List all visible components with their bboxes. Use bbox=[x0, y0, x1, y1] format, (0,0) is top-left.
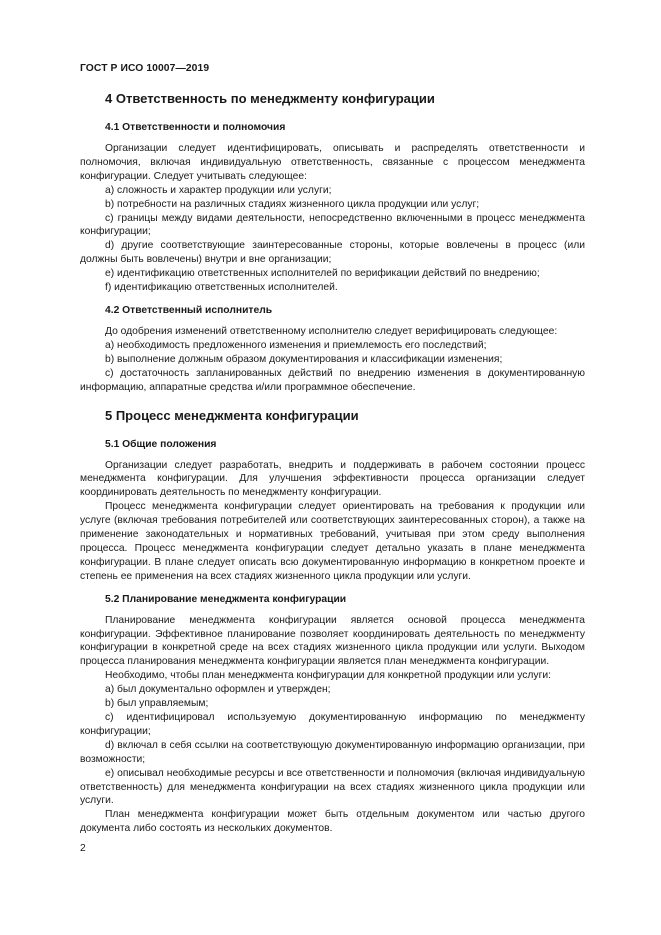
list-item: e) идентификацию ответственных исполнителей по верификации действий по внедрению; bbox=[105, 268, 540, 280]
list-item: d) включал в себя ссылки на соответствующую документированную информацию организации, при возможности; bbox=[80, 739, 585, 765]
list-item: c) достаточность запланированных действий по внедрению изменения в документированную информацию, аппаратные средства и/или программное обеспечение. bbox=[80, 367, 585, 393]
list-item: b) был управляемым; bbox=[105, 698, 209, 710]
document-body bbox=[80, 91, 585, 836]
subsection-heading-4-1: 4.1 Ответственности и полномочия bbox=[105, 122, 286, 133]
list-item: a) был документально оформлен и утвержден; bbox=[105, 684, 331, 696]
list-item: b) выполнение должным образом документирования и классификации изменения; bbox=[105, 353, 503, 365]
paragraph: Организации следует идентифицировать, описывать и распределять ответственности и полномочия, включая индивидуальную ответственность, связанные с процессом менеджмента конфигурации. Следует учитывать следующее: bbox=[80, 143, 585, 182]
paragraph: План менеджмента конфигурации может быть отдельным документом или частью другого документа либо состоять из нескольких документов. bbox=[80, 809, 585, 835]
paragraph: Процесс менеджмента конфигурации следует ориентировать на требования к продукции или услуге (включая требования потребителей или соответствующих заинтересованных сторон), а также на применение законодательных и нормативных требований, учитывая при этом среду выполнения процесса. Процесс менеджмента конфигурации следует детально указать в плане менеджмента конфигурации. В плане следует описать всю документированную информацию в конкретном проекте и степень ее применения на всех стадиях жизненного цикла продукции или услуги. bbox=[80, 501, 585, 582]
list-item: e) описывал необходимые ресурсы и все ответственности и полномочия (включая индивидуальную ответственность) для менеджмента конфигурации на всех стадиях жизненного цикла продукции или услуги. bbox=[80, 767, 585, 807]
paragraph: Планирование менеджмента конфигурации является основой процесса менеджмента конфигурации. Эффективное планирование позволяет координировать деятельность по менеджменту конфигурации в конкретной среде на всех стадиях жизненного цикла продукции или услуги. Выходом процесса планирования менеджмента конфигурации является план менеджмента конфигурации. bbox=[80, 614, 585, 668]
paragraph: Организации следует разработать, внедрить и поддерживать в рабочем состоянии процесс менеджмента конфигурации. Для улучшения эффективности процесса организации следует координировать деятельность по менеджменту конфигурации. bbox=[80, 459, 585, 499]
section-heading-5: 5 Процесс менеджмента конфигурации bbox=[105, 407, 359, 423]
section-heading-4: 4 Ответственность по менеджменту конфигурации bbox=[105, 91, 435, 106]
paragraph: До одобрения изменений ответственному исполнителю следует верифицировать следующее: bbox=[105, 325, 558, 337]
list-item: f) идентификацию ответственных исполнителей. bbox=[105, 282, 338, 294]
subsection-heading-5-2: 5.2 Планирование менеджмента конфигурации bbox=[105, 593, 347, 605]
paragraph: Необходимо, чтобы план менеджмента конфигурации для конкретной продукции или услуги: bbox=[105, 670, 551, 682]
list-item: a) сложность и характер продукции или услуги; bbox=[105, 184, 332, 196]
list-item: c) идентифицировал используемую документированную информацию по менеджменту конфигурации; bbox=[80, 712, 585, 737]
list-item: c) границы между видами деятельности, непосредственно включенными в процесс менеджмента конфигурации; bbox=[80, 212, 585, 238]
list-item: b) потребности на различных стадиях жизненного цикла продукции или услуг; bbox=[105, 198, 480, 210]
page-number: 2 bbox=[80, 843, 86, 854]
document-code: ГОСТ Р ИСО 10007—2019 bbox=[80, 63, 210, 74]
list-item: d) другие соответствующие заинтересованные стороны, которые вовлечены в процесс (или должны быть вовлечены) внутри и вне организации; bbox=[80, 240, 585, 266]
subsection-heading-4-2: 4.2 Ответственный исполнитель bbox=[105, 304, 273, 316]
list-item: a) необходимость предложенного изменения и приемлемость его последствий; bbox=[105, 339, 487, 351]
subsection-heading-5-1: 5.1 Общие положения bbox=[105, 438, 217, 450]
